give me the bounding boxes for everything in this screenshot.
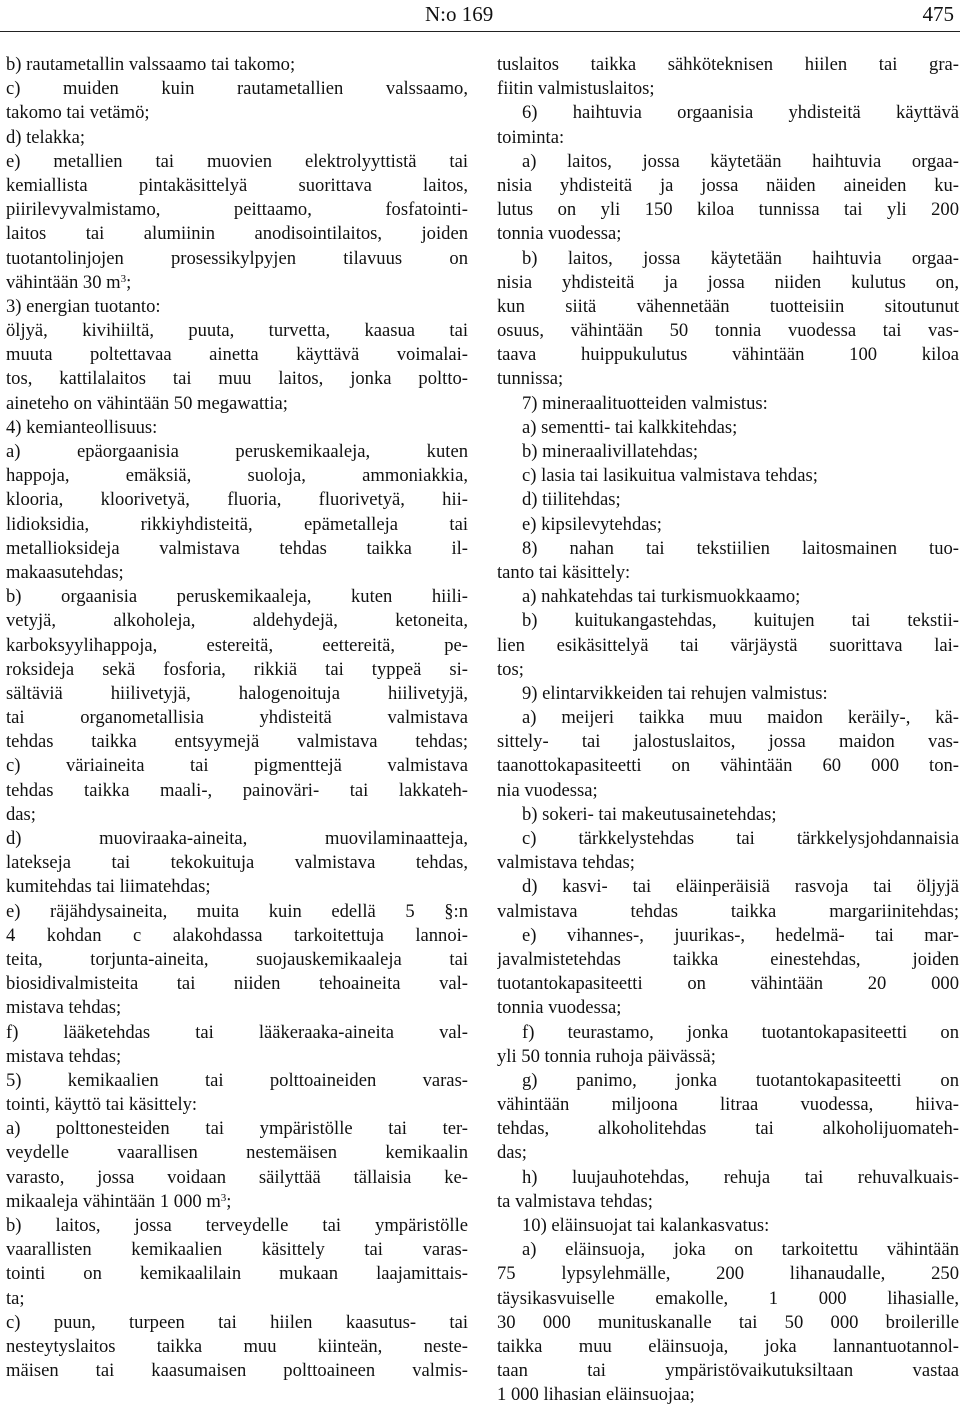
text-line (497, 222, 959, 246)
line-text: 3) energian tuotanto: (6, 295, 161, 317)
text-line (6, 1238, 468, 1262)
line-text: f) lääketehdas tai lääkeraaka-aineita val- (6, 1021, 468, 1043)
line-text: kun siitä vähennetään tuotteisiin sitoutunut (497, 295, 959, 317)
text-line (6, 754, 468, 778)
line-text: mäisen tai kaasumaisen polttoaineen valmis- (6, 1360, 468, 1382)
line-text: das; (6, 803, 36, 825)
line-text: happoja, emäksiä, suoloja, ammoniakkia, (6, 465, 468, 487)
text-line (497, 126, 959, 150)
text-line (497, 1262, 959, 1286)
line-text: b) kuitukangastehdas, kuitujen tai tekstii- (522, 610, 959, 632)
text-line (497, 198, 959, 222)
line-text: d) kasvi- tai eläinperäisiä rasvoja tai öljyjä (522, 876, 959, 898)
line-text: 4) kemianteollisuus: (6, 416, 158, 438)
text-line (497, 658, 959, 682)
line-text: toiminta: (497, 126, 565, 148)
line-text: b) sokeri- tai makeutusainetehdas; (522, 803, 777, 825)
line-text: laitos tai alumiinin anodisointilaitos, joiden (6, 223, 468, 245)
text-line (6, 150, 468, 174)
superscript: 3 (120, 272, 127, 285)
line-text: tehdas taikka maali-, painoväri- tai lakkateh- (6, 779, 468, 801)
text-line (6, 803, 468, 827)
text-line (6, 537, 468, 561)
line-text: e) vihannes-, juurikas-, hedelmä- tai mar- (522, 924, 959, 946)
text-line (497, 1069, 959, 1093)
line-text-suffix: ; (226, 1190, 232, 1212)
text-line (6, 972, 468, 996)
text-line (6, 416, 468, 440)
line-text: mistava tehdas; (6, 1045, 122, 1067)
line-text: veydelle vaarallisen nestemäisen kemikaalin (6, 1142, 468, 1164)
line-text: biosidivalmisteita tai niiden tehoaineita val- (6, 973, 468, 995)
line-text: 10) eläinsuojat tai kalankasvatus: (522, 1215, 770, 1236)
text-line (497, 609, 959, 633)
text-line (6, 1262, 468, 1286)
line-text-suffix: ; (126, 271, 132, 293)
text-line (6, 319, 468, 343)
text-line (497, 875, 959, 899)
line-text: makaasutehdas; (6, 561, 124, 583)
line-text: tos; (497, 658, 524, 680)
superscript: 3 (220, 1191, 227, 1204)
text-line (497, 827, 959, 851)
text-line (6, 1141, 468, 1165)
line-text: tuotantokapasiteetti on vähintään 20 000 (497, 973, 959, 995)
line-text: tanto tai käsittely: (497, 561, 631, 583)
page-header (0, 2, 960, 32)
text-line (6, 682, 468, 706)
line-text: b) orgaanisia peruskemikaaleja, kuten hiili- (6, 586, 468, 608)
line-text: latekseja tai tekokuituja valmistava tehdas, (6, 852, 468, 874)
text-line (6, 247, 468, 271)
line-text: b) laitos, jossa käytetään haihtuvia orgaa- (522, 247, 959, 269)
text-line (6, 634, 468, 658)
line-text: tuslaitos taikka sähköteknisen hiilen tai gra- (497, 54, 959, 75)
text-line (6, 222, 468, 246)
text-line (497, 779, 959, 803)
text-line (6, 271, 468, 295)
text-line (497, 1021, 959, 1045)
line-text: tos, kattilalaitos tai muu laitos, jonka poltto- (6, 368, 468, 390)
text-line (497, 1359, 959, 1383)
line-text: vetyjä, alkoholeja, aldehydejä, ketoneita, (6, 610, 468, 632)
line-text: ta valmistava tehdas; (497, 1190, 653, 1212)
line-text: taan tai ympäristövaikutuksiltaan vastaa (497, 1360, 959, 1382)
text-line (497, 803, 959, 827)
text-line (6, 1190, 468, 1214)
text-line (6, 875, 468, 899)
line-text: roksideja sekä fosforia, rikkiä tai typpeä si- (6, 658, 468, 680)
line-text: 30 000 munituskanalle tai 50 000 broilerille (497, 1311, 959, 1333)
text-line (497, 101, 959, 125)
line-text: e) metallien tai muovien elektrolyyttistä tai (6, 150, 468, 172)
line-text: c) muiden kuin rautametallien valssaamo, (6, 78, 468, 100)
text-line (6, 440, 468, 464)
text-line (6, 900, 468, 924)
line-text: f) teurastamo, jonka tuotantokapasiteetti on (522, 1021, 959, 1043)
text-line (6, 1166, 468, 1190)
text-line (497, 924, 959, 948)
line-text: 1 000 lihasian eläinsuojaa; (497, 1384, 695, 1406)
line-text: tehdas, alkoholitehdas tai alkoholijuomateh- (497, 1118, 959, 1140)
text-line (497, 754, 959, 778)
text-line (497, 295, 959, 319)
page-number: 475 (922, 2, 954, 26)
text-line (6, 706, 468, 730)
text-line (6, 513, 468, 537)
text-line (497, 1141, 959, 1165)
text-line (6, 1359, 468, 1383)
line-text: lidioksidia, rikkiyhdisteitä, epämetalleja tai (6, 513, 468, 535)
text-line (6, 1335, 468, 1359)
text-line (497, 416, 959, 440)
line-text: 8) nahan tai tekstiilien laitosmainen tuo- (522, 537, 959, 559)
line-text: b) laitos, jossa terveydelle tai ympäristölle (6, 1215, 468, 1236)
issue-number: N:o 169 (425, 2, 494, 26)
text-line (497, 972, 959, 996)
line-text: kumitehdas tai liimatehdas; (6, 876, 211, 898)
line-text: taanottokapasiteetti on vähintään 60 000 ton- (497, 755, 959, 777)
text-line (497, 1190, 959, 1214)
text-line (497, 392, 959, 416)
line-text: öljyä, kivihiiltä, puuta, turvetta, kaasua tai (6, 320, 468, 342)
line-text: vähintään miljoona litraa vuodessa, hiiva- (497, 1094, 959, 1116)
line-text: tointi on kemikaalilain mukaan laajamittais- (6, 1263, 468, 1285)
line-text: sältäviä hiilivetyjä, halogenoituja hiilivetyjä, (6, 682, 468, 704)
line-text: c) puun, turpeen tai hiilen kaasutus- tai (6, 1311, 468, 1333)
line-text: vaarallisten kemikaalien käsittely tai varas- (6, 1239, 468, 1261)
line-text: c) tärkkelystehdas tai tärkkelysjohdannaisia (522, 828, 959, 849)
line-text: tai organometallisia yhdisteitä valmistava (6, 707, 468, 729)
text-line (497, 440, 959, 464)
text-line (497, 513, 959, 537)
text-line (497, 730, 959, 754)
line-text: b) mineraalivillatehdas; (522, 441, 699, 462)
line-text: tuotantolinjojen prosessikylpyjen tilavuus on (6, 247, 468, 269)
line-text: a) sementti- tai kalkkitehdas; (522, 416, 738, 438)
line-text: tonnia vuodessa; (497, 997, 622, 1019)
line-text: d) telakka; (6, 126, 85, 148)
line-text: lien esikäsittelyä tai värjäystä suorittava lai- (497, 634, 959, 656)
line-text: täysikasvuiselle emakolle, 1 000 lihasialle, (497, 1287, 959, 1309)
line-text: tointi, käyttö tai käsittely: (6, 1094, 198, 1116)
line-text: nia vuodessa; (497, 779, 598, 801)
text-line (6, 1117, 468, 1141)
text-line (6, 924, 468, 948)
line-text: 7) mineraalituotteiden valmistus: (522, 392, 768, 414)
text-line (497, 174, 959, 198)
line-text: osuus, vähintään 50 tonnia vuodessa tai vas- (497, 320, 959, 342)
text-line (497, 1093, 959, 1117)
line-text: nisia yhdisteitä ja jossa niiden kulutus on, (497, 271, 959, 293)
text-line (6, 779, 468, 803)
line-text: taava huippukulutus vähintään 100 kiloa (497, 344, 959, 366)
text-line (497, 1311, 959, 1335)
line-text: 4 kohdan c alakohdassa tarkoitettuja lannoi- (6, 924, 468, 946)
text-line (497, 1117, 959, 1141)
text-line (6, 488, 468, 512)
line-text: piirilevyvalmistamo, peittaamo, fosfatointi- (6, 199, 468, 221)
text-line (6, 1287, 468, 1311)
text-line (497, 1214, 959, 1238)
text-line (497, 634, 959, 658)
text-line (497, 1238, 959, 1262)
line-text: das; (497, 1142, 527, 1164)
line-text: tehdas taikka entsyymejä valmistava tehdas; (6, 731, 468, 753)
text-line (497, 561, 959, 585)
line-text: e) räjähdysaineita, muita kuin edellä 5 §:n (6, 900, 468, 922)
text-line (497, 996, 959, 1020)
line-text: fiitin valmistuslaitos; (497, 78, 655, 100)
text-line (6, 1021, 468, 1045)
line-text: valmistava tehdas taikka margariinitehdas; (497, 900, 959, 922)
line-text: e) kipsilevytehdas; (522, 513, 662, 535)
text-line (6, 730, 468, 754)
text-line (497, 464, 959, 488)
line-text: lutus on yli 150 kiloa tunnissa tai yli 200 (497, 199, 959, 221)
line-text: 5) kemikaalien tai polttoaineiden varas- (6, 1069, 468, 1091)
line-text: klooria, kloorivetyä, fluoria, fluorivetyä, hii- (6, 489, 468, 511)
text-line (6, 343, 468, 367)
line-text: kemiallista pintakäsittelyä suorittava laitos, (6, 174, 468, 196)
text-line (497, 367, 959, 391)
line-text: javalmistetehdas taikka einestehdas, joiden (497, 948, 959, 970)
line-text: a) meijeri taikka muu maidon keräily-, kä- (522, 707, 959, 729)
line-text: sittely- tai jalostuslaitos, jossa maidon vas- (497, 731, 959, 753)
line-text: yli 50 tonnia ruhoja päivässä; (497, 1045, 716, 1067)
text-line (6, 1045, 468, 1069)
text-line (6, 851, 468, 875)
text-line (497, 585, 959, 609)
line-text: varasto, jossa voidaan säilyttää tällaisia ke- (6, 1166, 468, 1188)
line-text: muuta poltettavaa ainetta käyttävä voimalai- (6, 344, 468, 366)
line-text: h) luujauhotehdas, rehuja tai rehuvalkuais- (522, 1166, 959, 1188)
line-text: a) laitos, jossa käytetään haihtuvia orgaa- (522, 150, 959, 172)
text-line (497, 706, 959, 730)
text-line (6, 658, 468, 682)
text-line (497, 271, 959, 295)
text-line (6, 295, 468, 319)
line-text: ta; (6, 1287, 25, 1309)
text-line (6, 1069, 468, 1093)
text-line (497, 150, 959, 174)
line-text: b) rautametallin valssaamo tai takomo; (6, 54, 296, 75)
line-text: a) epäorgaanisia peruskemikaaleja, kuten (6, 441, 468, 462)
line-text: a) nahkatehdas tai turkismuokkaamo; (522, 586, 801, 608)
right-column (497, 53, 959, 1408)
text-line (6, 1093, 468, 1117)
text-line (6, 996, 468, 1020)
text-line (6, 101, 468, 125)
line-text: metallioksideja valmistava tehdas taikka il- (6, 537, 468, 559)
line-text: 6) haihtuvia orgaanisia yhdisteitä käyttävä (522, 102, 959, 124)
text-line (497, 343, 959, 367)
line-text: a) eläinsuoja, joka on tarkoitettu vähintään (522, 1239, 959, 1261)
line-text: tunnissa; (497, 368, 564, 390)
text-line (497, 53, 959, 77)
text-line (497, 537, 959, 561)
text-line (497, 1166, 959, 1190)
line-text: a) polttonesteiden tai ympäristölle tai ter- (6, 1118, 468, 1140)
text-line (6, 827, 468, 851)
text-line (6, 392, 468, 416)
text-line (6, 77, 468, 101)
text-line (6, 53, 468, 77)
text-line (497, 1045, 959, 1069)
line-text: vähintään 30 m (6, 271, 121, 293)
text-line (497, 1383, 959, 1407)
line-text: 75 lypsylehmälle, 200 lihanaudalle, 250 (497, 1263, 959, 1285)
text-line (6, 464, 468, 488)
text-line (6, 1311, 468, 1335)
text-line (497, 851, 959, 875)
line-text: valmistava tehdas; (497, 852, 635, 874)
line-text: g) panimo, jonka tuotantokapasiteetti on (522, 1069, 959, 1091)
line-text: karboksyylihappoja, estereitä, eettereitä, pe- (6, 634, 468, 656)
text-line (6, 198, 468, 222)
line-text: mikaaleja vähintään 1 000 m (6, 1190, 221, 1212)
line-text: d) muoviraaka-aineita, muovilaminaatteja, (6, 828, 468, 849)
text-line (497, 247, 959, 271)
text-line (497, 900, 959, 924)
text-line (497, 77, 959, 101)
text-line (6, 585, 468, 609)
text-line (6, 948, 468, 972)
line-text: c) lasia tai lasikuitua valmistava tehdas; (522, 465, 818, 487)
text-line (497, 1335, 959, 1359)
text-line (6, 609, 468, 633)
text-line (6, 561, 468, 585)
line-text: tonnia vuodessa; (497, 223, 622, 245)
text-line (497, 682, 959, 706)
line-text: taikka muu eläinsuoja, joka lannantuotannol- (497, 1335, 959, 1357)
line-text: aineteho on vähintään 50 megawattia; (6, 392, 288, 414)
left-column (6, 53, 468, 1383)
text-line (6, 126, 468, 150)
header-rule (0, 31, 960, 32)
text-line (6, 1214, 468, 1238)
line-text: nisia yhdisteitä ja jossa näiden aineiden ku- (497, 174, 959, 196)
line-text: mistava tehdas; (6, 997, 122, 1019)
text-line (497, 488, 959, 512)
line-text: 9) elintarvikkeiden tai rehujen valmistus: (522, 682, 828, 704)
line-text: c) väriaineita tai pigmenttejä valmistava (6, 755, 468, 777)
line-text: nesteytyslaitos taikka muu kiinteän, neste- (6, 1335, 468, 1357)
text-line (6, 367, 468, 391)
text-line (497, 948, 959, 972)
text-line (6, 174, 468, 198)
line-text: teita, torjunta-aineita, suojauskemikaaleja tai (6, 948, 468, 970)
line-text: d) tiilitehdas; (522, 489, 621, 511)
text-line (497, 319, 959, 343)
text-line (497, 1287, 959, 1311)
line-text: takomo tai vetämö; (6, 102, 150, 124)
